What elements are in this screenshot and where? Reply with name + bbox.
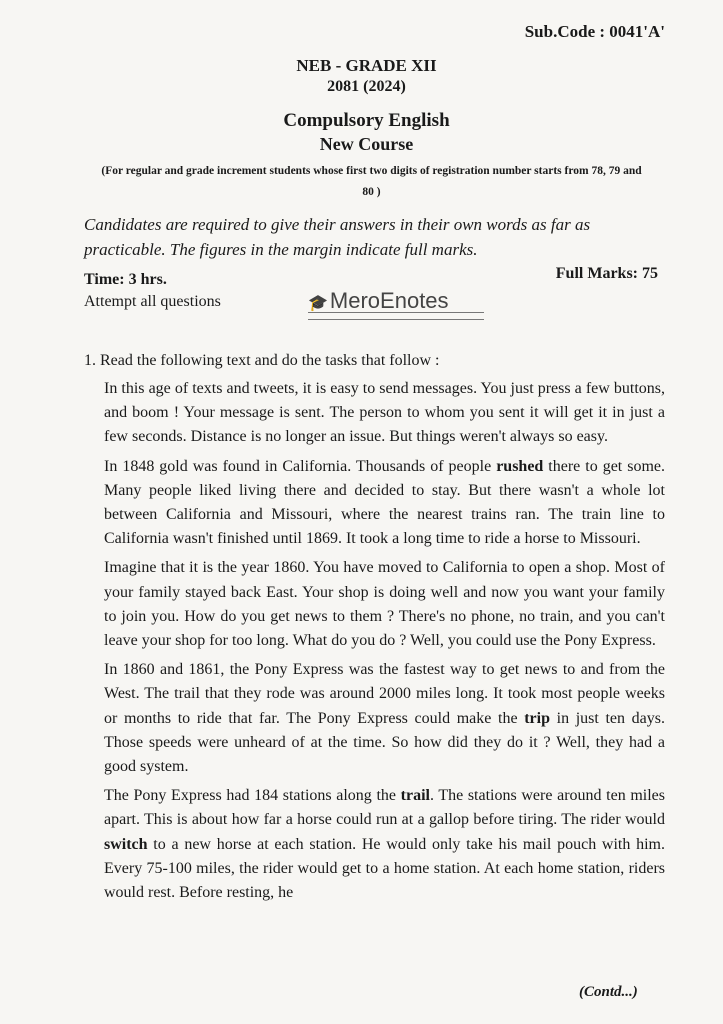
passage-paragraph	[104, 377, 665, 450]
paragraph-text: Imagine that it is the year 1860. You have moved to California to open a shop. Most of your family stayed back East. Your shop is doing well and now you want your family to join you. How do you get news to them ? There's no phone, no train, and you can't leave your shop for too long. What do you do ? Well, you could use the Pony Express.	[104, 559, 665, 650]
passage-paragraph	[104, 658, 665, 779]
exam-board: NEB - GRADE XII	[296, 56, 437, 75]
watermark-logo	[308, 288, 484, 320]
paragraph-text: in just ten days. Those speeds were unheard of at the time. So how did they do it ? Well, they had a good system.	[104, 709, 666, 776]
watermark-pencil-icon	[308, 312, 484, 320]
graduation-cap-icon: 🎓	[308, 295, 328, 312]
exam-header	[0, 56, 723, 203]
subject-code: Sub.Code : 0041'A'	[524, 22, 665, 41]
paragraph-text: The Pony Express had 184 stations along the	[104, 787, 401, 805]
candidate-instructions: Candidates are required to give their answers in their own words as far as practicable. The figures in the margin indicate full marks.	[84, 215, 591, 259]
reading-passage	[104, 377, 665, 910]
continued-marker: (Contd...)	[579, 984, 638, 1000]
eligibility-note: (For regular and grade increment students whose first two digits of registration number starts from 78, 79 and 80 )	[101, 165, 642, 198]
paragraph-text: In 1860 and 1861, the Pony Express was the fastest way to get news to and from the West. The trail that they rode was around 2000 miles long. It took most people weeks or months to ride that far. The Pony Express could make the	[104, 661, 665, 727]
paragraph-text: In 1848 gold was found in California. Thousands of people	[104, 457, 497, 475]
bold-vocabulary-word: trail	[400, 787, 430, 805]
time-allowed: Time: 3 hrs.	[84, 271, 167, 288]
bold-vocabulary-word: trip	[524, 709, 550, 727]
subject-title: Compulsory English	[283, 110, 450, 131]
bold-vocabulary-word: switch	[104, 835, 148, 853]
paragraph-text: . The stations were around ten miles apart. This is about how far a horse could run at a gallop before tiring. The rider would	[104, 787, 666, 829]
passage-paragraph	[104, 784, 665, 905]
paragraph-text: In this age of texts and tweets, it is easy to send messages. You just press a few buttons, and boom ! Your message is sent. The person to whom you sent it will get it in just a few seconds. Distance is no longer an issue. But things weren't always so easy.	[104, 380, 665, 446]
bold-vocabulary-word: rushed	[496, 457, 544, 475]
full-marks: Full Marks: 75	[555, 265, 658, 282]
passage-paragraph	[104, 455, 665, 552]
paragraph-text: to a new horse at each station. He would only take his mail pouch with him. Every 75-100 miles, the rider would get to a home station. At each home station, riders would rest. Before resting, he	[104, 835, 665, 902]
watermark-text: MeroEnotes	[329, 288, 449, 313]
question-1-prompt: 1. Read the following text and do the tasks that follow :	[84, 352, 440, 369]
paragraph-text: there to get some. Many people liked living there and decided to stay. But there wasn't a whole lot between California and Missouri, where the nearest trains ran. The train line to California wasn't finished until 1869. It took a long time to ride a horse to Missouri.	[104, 457, 666, 548]
exam-year: 2081 (2024)	[327, 78, 406, 95]
attempt-instruction: Attempt all questions	[84, 293, 221, 310]
passage-paragraph	[104, 556, 665, 653]
course-type: New Course	[319, 134, 414, 154]
